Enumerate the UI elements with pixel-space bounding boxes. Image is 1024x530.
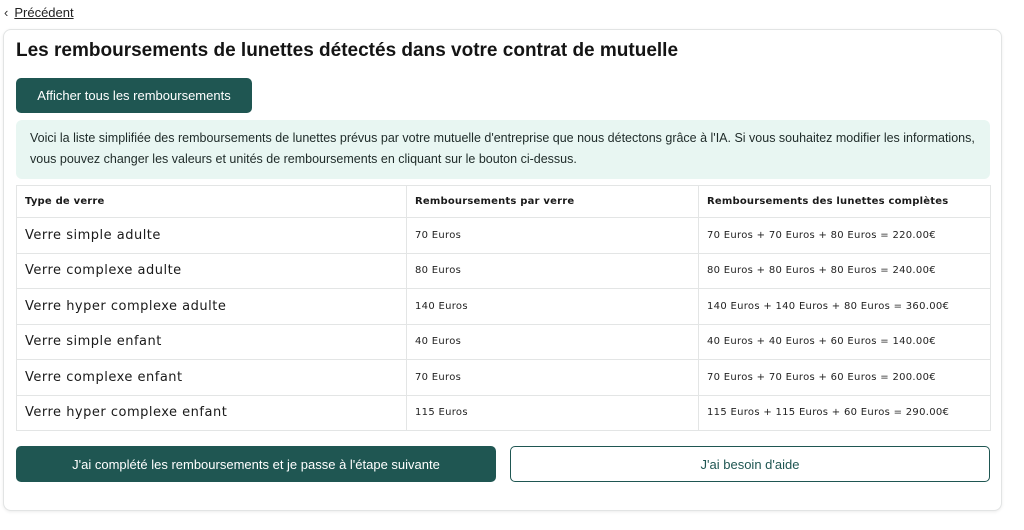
- table-row: [17, 289, 991, 325]
- table-row: [17, 253, 991, 289]
- chevron-left-icon: ‹: [4, 4, 9, 20]
- cell-per-lens: 40 Euros: [407, 324, 699, 360]
- cell-per-lens: 70 Euros: [407, 360, 699, 396]
- column-header-type: Type de verre: [17, 186, 407, 218]
- cell-full-glasses: 70 Euros + 70 Euros + 60 Euros = 200.00€: [699, 360, 991, 396]
- reimbursements-card: [3, 29, 1002, 511]
- cell-per-lens: 80 Euros: [407, 253, 699, 289]
- table-row: [17, 324, 991, 360]
- column-header-full-glasses: Remboursements des lunettes complètes: [699, 186, 991, 218]
- table-row: [17, 395, 991, 431]
- help-button[interactable]: J'ai besoin d'aide: [510, 446, 990, 482]
- table-header-row: [17, 186, 991, 218]
- next-step-button[interactable]: J'ai complété les remboursements et je passe à l'étape suivante: [16, 446, 496, 482]
- info-banner: Voici la liste simplifiée des remboursements de lunettes prévus par votre mutuelle d'entreprise que nous détectons grâce à l'IA. Si vous souhaitez modifier les informations, vous pouvez changer les valeurs et unités de remboursements en cliquant sur le bouton ci-dessus.: [16, 120, 990, 179]
- table-row: [17, 218, 991, 254]
- cell-per-lens: 115 Euros: [407, 395, 699, 431]
- table-row: [17, 360, 991, 396]
- cell-per-lens: 70 Euros: [407, 218, 699, 254]
- cell-full-glasses: 115 Euros + 115 Euros + 60 Euros = 290.00€: [699, 395, 991, 431]
- column-header-per-lens: Remboursements par verre: [407, 186, 699, 218]
- cell-lens-type: Verre complexe enfant: [17, 360, 407, 396]
- back-link-label: Précédent: [14, 4, 74, 20]
- page-title: Les remboursements de lunettes détectés dans votre contrat de mutuelle: [16, 40, 679, 61]
- show-all-reimbursements-button[interactable]: Afficher tous les remboursements: [16, 78, 252, 113]
- cell-full-glasses: 70 Euros + 70 Euros + 80 Euros = 220.00€: [699, 218, 991, 254]
- cell-lens-type: Verre simple enfant: [17, 324, 407, 360]
- reimbursements-table: [16, 185, 991, 431]
- cell-lens-type: Verre hyper complexe enfant: [17, 395, 407, 431]
- back-link[interactable]: [4, 3, 74, 21]
- cell-full-glasses: 80 Euros + 80 Euros + 80 Euros = 240.00€: [699, 253, 991, 289]
- cell-full-glasses: 140 Euros + 140 Euros + 80 Euros = 360.00€: [699, 289, 991, 325]
- cell-full-glasses: 40 Euros + 40 Euros + 60 Euros = 140.00€: [699, 324, 991, 360]
- cell-lens-type: Verre complexe adulte: [17, 253, 407, 289]
- cell-lens-type: Verre simple adulte: [17, 218, 407, 254]
- cell-per-lens: 140 Euros: [407, 289, 699, 325]
- cell-lens-type: Verre hyper complexe adulte: [17, 289, 407, 325]
